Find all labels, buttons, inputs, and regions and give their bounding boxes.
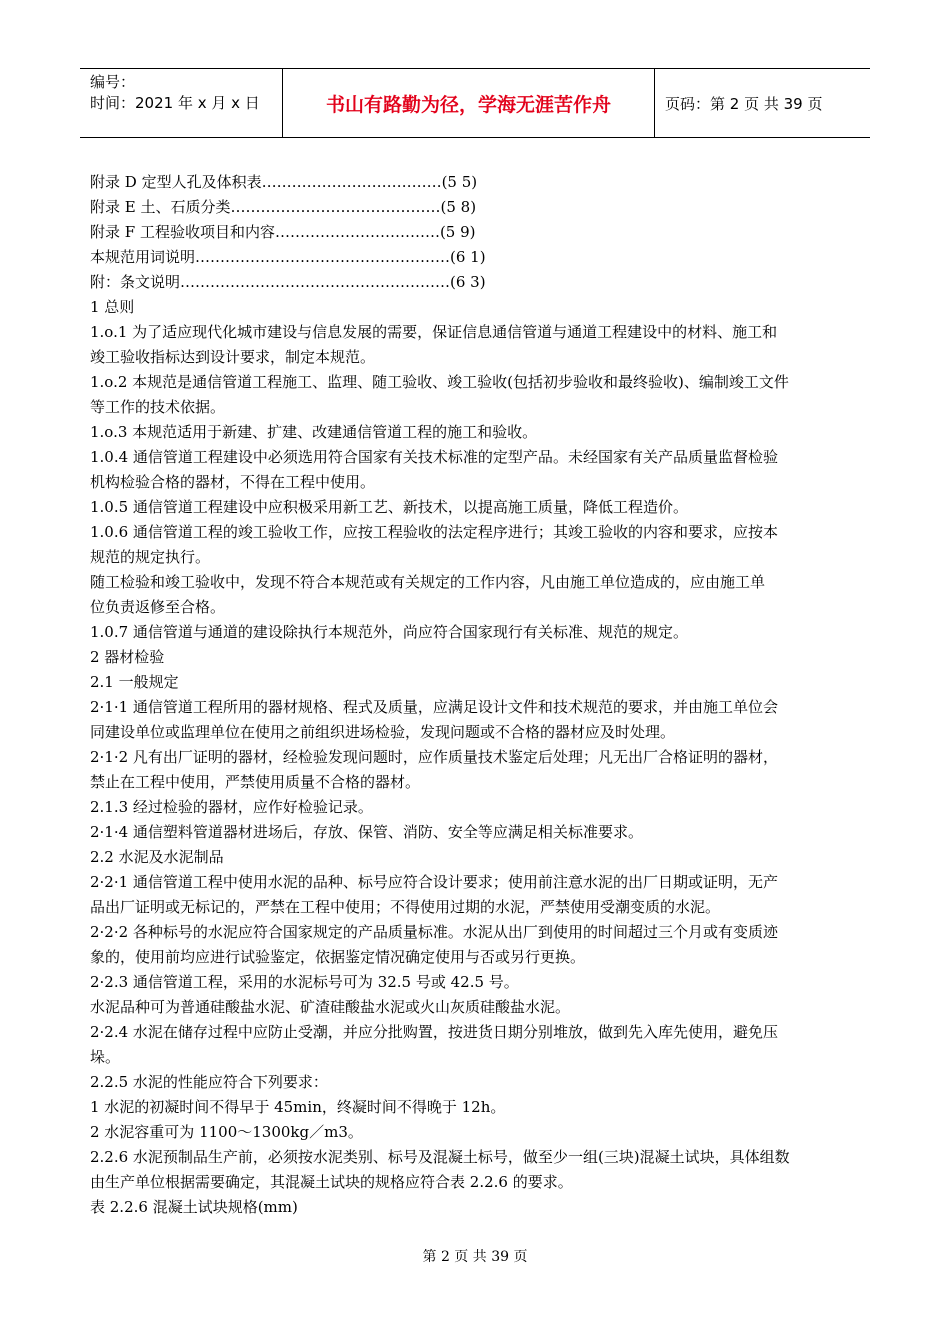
header-left-cell xyxy=(80,69,283,137)
header-page-cell xyxy=(655,69,870,137)
document-body xyxy=(90,170,862,1220)
text-line: 2·2.4 水泥在储存过程中应防止受潮，并应分批购置，按进货日期分别堆放，做到先入库先使用，避免压 xyxy=(90,1023,778,1041)
text-line: 2·1·4 通信塑料管道器材进场后，存放、保管、消防、安全等应满足相关标准要求。 xyxy=(90,823,643,841)
text-line: 2·2·2 各种标号的水泥应符合国家规定的产品质量标准。水泥从出厂到使用的时间超过三个月或有变质迹 xyxy=(90,923,778,941)
header-motto-cell xyxy=(283,69,655,137)
text-line: 附：条文说明………………………………………………(6 3) xyxy=(90,273,486,291)
text-line: 位负责返修至合格。 xyxy=(90,598,226,616)
code-label: 编号： xyxy=(90,73,136,91)
text-line: 2·2·1 通信管道工程中使用水泥的品种、标号应符合设计要求；使用前注意水泥的出厂日期或证明，无产 xyxy=(90,873,778,891)
text-line: 随工检验和竣工验收中，发现不符合本规范或有关规定的工作内容，凡由施工单位造成的，应由施工单 xyxy=(90,573,766,591)
text-line: 规范的规定执行。 xyxy=(90,548,211,566)
text-line: 表 2.2.6 混凝土试块规格(mm) xyxy=(90,1198,298,1216)
text-line: 象的，使用前均应进行试验鉴定，依据鉴定情况确定使用与否或另行更换。 xyxy=(90,948,586,966)
text-line: 附录 F 工程验收项目和内容……………………………(5 9) xyxy=(90,223,476,241)
text-line: 2.2.6 水泥预制品生产前，必须按水泥类别、标号及混凝土标号，做至少一组(三块)混凝土试块，具体组数 xyxy=(90,1148,790,1166)
text-line: 1.0.5 通信管道工程建设中应积极采用新工艺、新技术，以提高施工质量，降低工程造价。 xyxy=(90,498,688,516)
text-line: 1.0.4 通信管道工程建设中必须选用符合国家有关技术标准的定型产品。未经国家有关产品质量监督检验 xyxy=(90,448,778,466)
text-line: 本规范用词说明……………………………………………(6 1) xyxy=(90,248,486,266)
motto-text: 书山有路勤为径，学海无涯苦作舟 xyxy=(325,93,611,116)
text-line: 禁止在工程中使用，严禁使用质量不合格的器材。 xyxy=(90,773,421,791)
text-line: 由生产单位根据需要确定，其混凝土试块的规格应符合表 2.2.6 的要求。 xyxy=(90,1173,573,1191)
text-line: 1.o.1 为了适应现代化城市建设与信息发展的需要，保证信息通信管道与通道工程建设中的材料、施工和 xyxy=(90,323,778,341)
text-line: 竣工验收指标达到设计要求，制定本规范。 xyxy=(90,348,376,366)
page-footer: 第 2 页 共 39 页 xyxy=(422,1249,528,1265)
text-line: 2 器材检验 xyxy=(90,648,165,666)
text-line: 2.2 水泥及水泥制品 xyxy=(90,848,224,866)
text-line: 同建设单位或监理单位在使用之前组织进场检验，发现问题或不合格的器材应及时处理。 xyxy=(90,723,676,741)
text-line: 等工作的技术依据。 xyxy=(90,398,226,416)
page-info: 页码：第 2 页 共 39 页 xyxy=(665,94,823,113)
text-line: 1.o.2 本规范是通信管道工程施工、监理、随工验收、竣工验收(包括初步验收和最终验收)、编制竣工文件 xyxy=(90,373,789,391)
text-line: 水泥品种可为普通硅酸盐水泥、矿渣硅酸盐水泥或火山灰质硅酸盐水泥。 xyxy=(90,998,571,1016)
text-line: 垛。 xyxy=(90,1048,121,1066)
text-line: 1.0.7 通信管道与通道的建设除执行本规范外，尚应符合国家现行有关标准、规范的规定。 xyxy=(90,623,688,641)
text-line: 2.2.5 水泥的性能应符合下列要求： xyxy=(90,1073,328,1091)
text-line: 2.1.3 经过检验的器材，应作好检验记录。 xyxy=(90,798,373,816)
time-label: 时间：2021 年 x 月 x 日 xyxy=(90,94,260,112)
text-line: 1 总则 xyxy=(90,298,135,316)
text-line: 2.1 一般规定 xyxy=(90,673,179,691)
text-line: 2·2.3 通信管道工程，采用的水泥标号可为 32.5 号或 42.5 号。 xyxy=(90,973,519,991)
text-line: 附录 E 土、石质分类……………………………………(5 8) xyxy=(90,198,477,216)
text-line: 2·1·2 凡有出厂证明的器材，经检验发现问题时，应作质量技术鉴定后处理；凡无出厂合格证明的器材， xyxy=(90,748,778,766)
text-line: 品出厂证明或无标记的，严禁在工程中使用；不得使用过期的水泥，严禁使用受潮变质的水泥。 xyxy=(90,898,721,916)
text-line: 1.o.3 本规范适用于新建、扩建、改建通信管道工程的施工和验收。 xyxy=(90,423,538,441)
text-line: 机构检验合格的器材，不得在工程中使用。 xyxy=(90,473,376,491)
text-line: 2·1·1 通信管道工程所用的器材规格、程式及质量，应满足设计文件和技术规范的要求，并由施工单位会 xyxy=(90,698,778,716)
text-line: 2 水泥容重可为 1100～1300kg／m3。 xyxy=(90,1123,363,1141)
text-line: 附录 D 定型人孔及体积表………………………………(5 5) xyxy=(90,173,478,191)
page-header xyxy=(80,68,870,138)
text-line: 1.0.6 通信管道工程的竣工验收工作，应按工程验收的法定程序进行；其竣工验收的内容和要求，应按本 xyxy=(90,523,778,541)
text-line: 1 水泥的初凝时间不得早于 45min，终凝时间不得晚于 12h。 xyxy=(90,1098,506,1116)
